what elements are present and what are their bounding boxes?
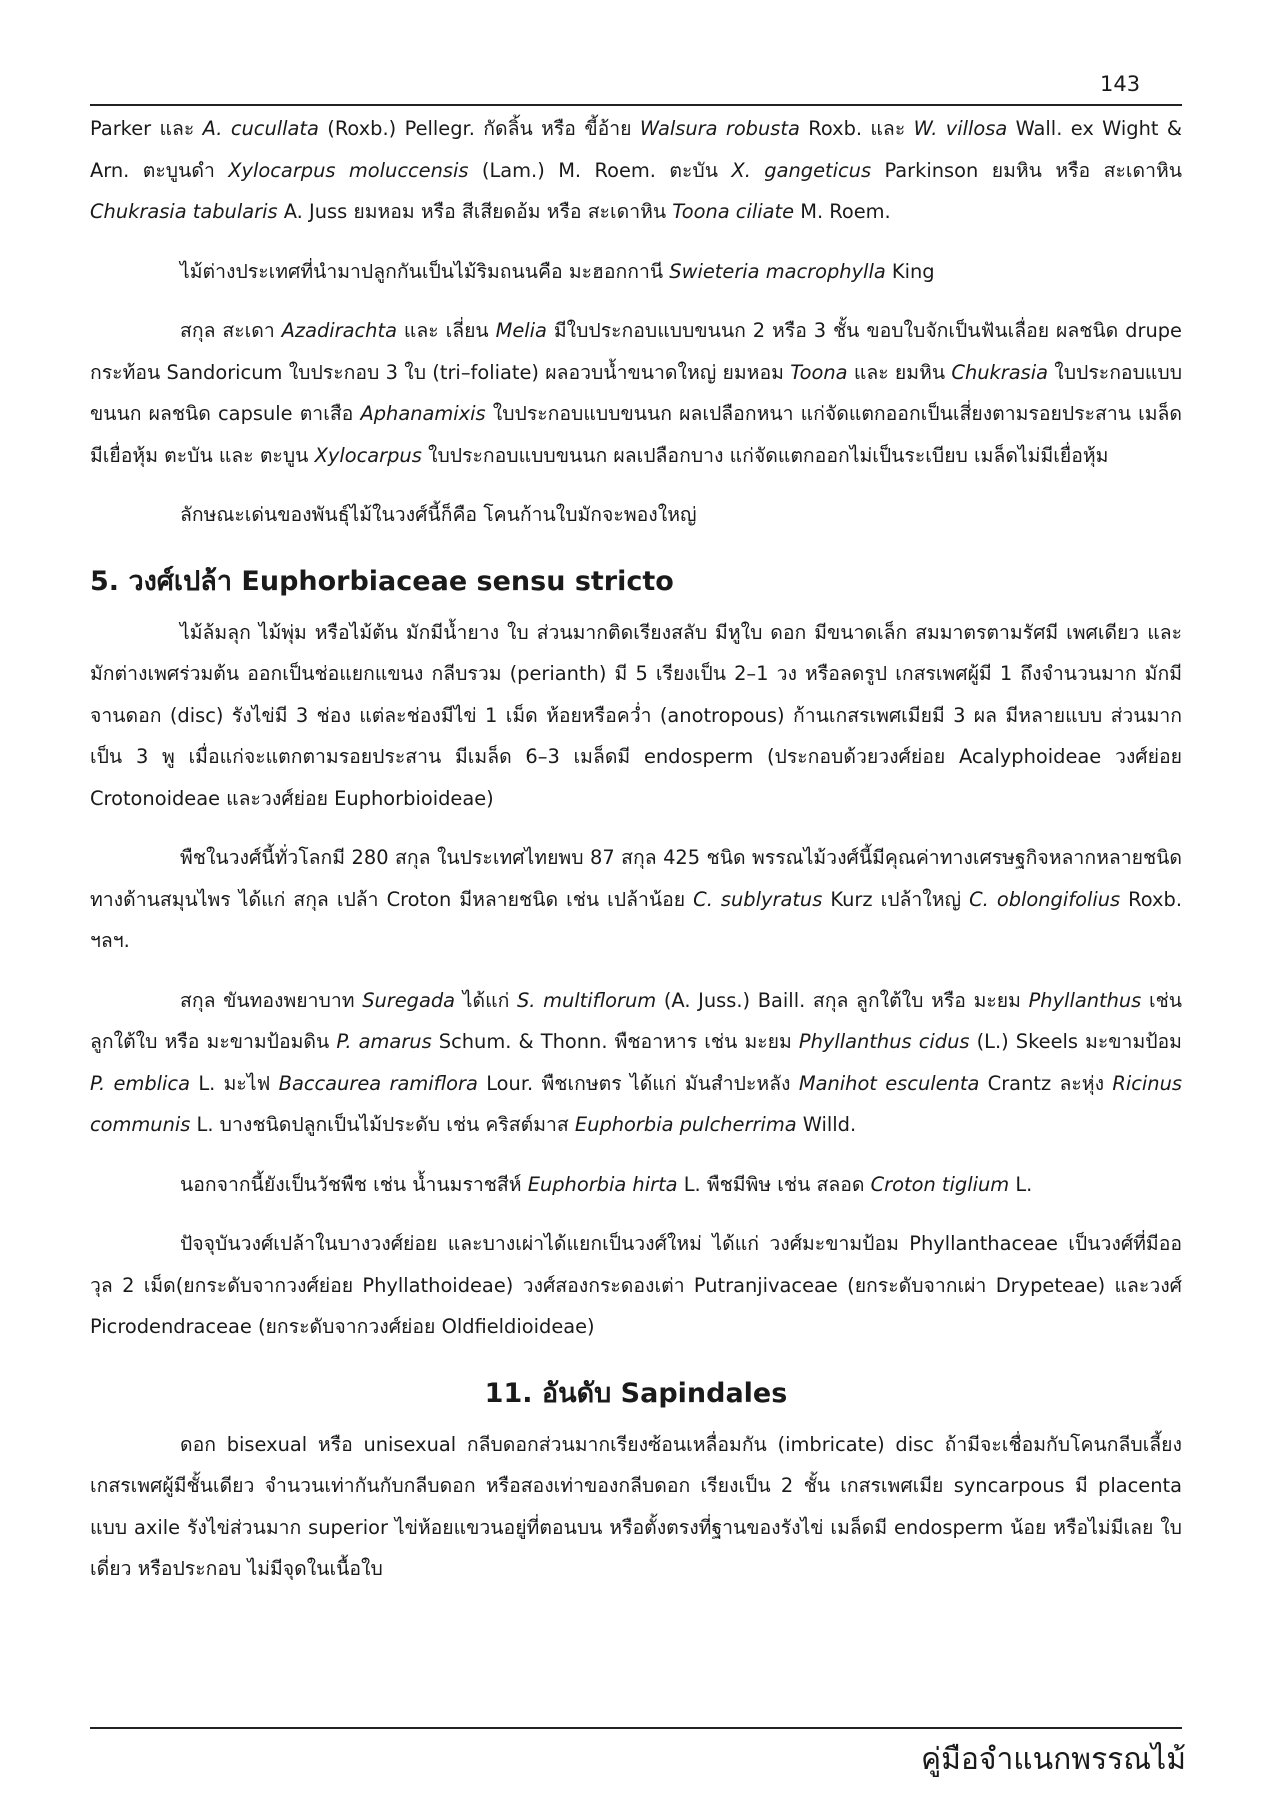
section-heading-sapindales: 11. อันดับ Sapindales: [484, 1377, 788, 1409]
paragraph-weeds-poisonous: นอกจากนี้ยังเป็นวัชพืช เช่น น้ำนมราชสีห์ Euphorbia hirta L. พืชมีพิษ เช่น สลอด Croton tiglium L.: [180, 1172, 1033, 1196]
paragraph-euphorbiaceae-uses: สกุล ขันทองพยาบาท Suregada ได้แก่ S. multiflorum (A. Juss.) Baill. สกุล ลูกใต้ใบ หรือ มะยม Phyllanthus เช่น ลูกใต้ใบ หรือ มะขามป้อมดิน P. amarus Schum. & Thonn. พืชอาหาร เช่น มะยม Phyllanthus cidus (L.) Skeels มะขามป้อม P. emblica L. มะไฟ Baccaurea ramiflora Lour. พืชเกษตร ได้แก่ มันสำปะหลัง Manihot esculenta Crantz ละหุ่ง Ricinus communis L. บางชนิดปลูกเป็นไม้ประดับ เช่น คริสต์มาส Euphorbia pulcherrima Willd.: [90, 988, 1182, 1136]
document-body: [90, 108, 1182, 1590]
footer-rule: [90, 1727, 1182, 1729]
paragraph-meliaceae-species: Parker และ A. cucullata (Roxb.) Pellegr. กัดลิ้น หรือ ขี้อ้าย Walsura robusta Roxb. และ W. villosa Wall. ex Wight & Arn. ตะบูนดำ Xylocarpus moluccensis (Lam.) M. Roem. ตะบัน X. gangeticus Parkinson ยมหิน หรือ สะเดาหิน Chukrasia tabularis A. Juss ยมหอม หรือ สีเสียดอ้ม หรือ สะเดาหิน Toona ciliate M. Roem.: [90, 117, 1183, 223]
section-heading-euphorbiaceae: 5. วงศ์เปล้า Euphorbiaceae sensu stricto: [90, 565, 674, 597]
paragraph-euphorbiaceae-description: ไม้ล้มลุก ไม้พุ่ม หรือไม้ต้น มักมีน้ำยาง ใบ ส่วนมากติดเรียงสลับ มีหูใบ ดอก มีขนาดเล็ก สมมาตรตามรัศมี เพศเดียว และมักต่างเพศร่วมต้น ออกเป็นช่อแยกแขนง กลีบรวม (perianth) มี 5 เรียงเป็น 2–1 วง หรือลดรูป เกสรเพศผู้มี 1 ถึงจำนวนมาก มักมีจานดอก (disc) รังไข่มี 3 ช่อง แต่ละช่องมีไข่ 1 เม็ด ห้อยหรือคว่ำ (anotropous) ก้านเกสรเพศเมียมี 3 ผล มีหลายแบบ ส่วนมากเป็น 3 พู เมื่อแก่จะแตกตามรอยประสาน มีเมล็ด 6–3 เมล็ดมี endosperm (ประกอบด้วยวงศ์ย่อย Acalyphoideae วงศ์ย่อย Crotonoideae และวงศ์ย่อย Euphorbioideae): [90, 620, 1182, 810]
paragraph-euphorbiaceae-economic: พืชในวงศ์นี้ทั่วโลกมี 280 สกุล ในประเทศไทยพบ 87 สกุล 425 ชนิด พรรณไม้วงศ์นี้มีคุณค่าทางเศรษฐกิจหลากหลายชนิด ทางด้านสมุนไพร ได้แก่ สกุล เปล้า Croton มีหลายชนิด เช่น เปล้าน้อย C. sublyratus Kurz เปล้าใหญ่ C. oblongifolius Roxb. ฯลฯ.: [90, 846, 1182, 952]
paragraph-genera-characters: สกุล สะเดา Azadirachta และ เลี่ยน Melia มีใบประกอบแบบขนนก 2 หรือ 3 ชั้น ขอบใบจักเป็นฟันเลื่อย ผลชนิด drupe กระท้อน Sandoricum ใบประกอบ 3 ใบ (tri–foliate) ผลอวบน้ำขนาดใหญ่ ยมหอม Toona และ ยมหิน Chukrasia ใบประกอบแบบขนนก ผลชนิด capsule ตาเสือ Aphanamixis ใบประกอบแบบขนนก ผลเปลือกหนา แก่จัดแตกออกเป็นเสี่ยงตามรอยประสาน เมล็ดมีเยื่อหุ้ม ตะบัน และ ตะบูน Xylocarpus ใบประกอบแบบขนนก ผลเปลือกบาง แก่จัดแตกออกไม่เป็นระเบียบ เมล็ดไม่มีเยื่อหุ้ม: [90, 319, 1183, 467]
paragraph-key-feature: ลักษณะเด่นของพันธุ์ไม้ในวงศ์นี้ก็คือ โคนก้านใบมักจะพองใหญ่: [180, 503, 697, 526]
page-number: 143: [1100, 72, 1141, 96]
footer-book-title: คู่มือจำแนกพรรณไม้: [921, 1742, 1186, 1777]
paragraph-mahogany: ไม้ต่างประเทศที่นำมาปลูกกันเป็นไม้ริมถนนคือ มะฮอกกานี Swieteria macrophylla King: [180, 259, 935, 283]
paragraph-sapindales-description: ดอก bisexual หรือ unisexual กลีบดอกส่วนมากเรียงซ้อนเหลื่อมกัน (imbricate) disc ถ้ามีจะเชื่อมกับโคนกลีบเลี้ยง เกสรเพศผู้มีชั้นเดียว จำนวนเท่ากันกับกลีบดอก หรือสองเท่าของกลีบดอก เรียงเป็น 2 ชั้น เกสรเพศเมีย syncarpous มี placenta แบบ axile รังไข่ส่วนมาก superior ไข่ห้อยแขวนอยู่ที่ตอนบน หรือตั้งตรงที่ฐานของรังไข่ เมล็ดมี endosperm น้อย หรือไม่มีเลย ใบ เดี่ยว หรือประกอบ ไม่มีจุดในเนื้อใบ: [90, 1432, 1182, 1580]
paragraph-new-families: ปัจจุบันวงศ์เปล้าในบางวงศ์ย่อย และบางเผ่าได้แยกเป็นวงศ์ใหม่ ได้แก่ วงศ์มะขามป้อม Phyllanthaceae เป็นวงศ์ที่มีออวุล 2 เม็ด(ยกระดับจากวงศ์ย่อย Phyllathoideae) วงศ์สองกระดองเต่า Putranjivaceae (ยกระดับจากเผ่า Drypeteae) และวงศ์ Picrodendraceae (ยกระดับจากวงศ์ย่อย Oldfieldioideae): [90, 1232, 1182, 1338]
header-rule: [90, 104, 1182, 106]
